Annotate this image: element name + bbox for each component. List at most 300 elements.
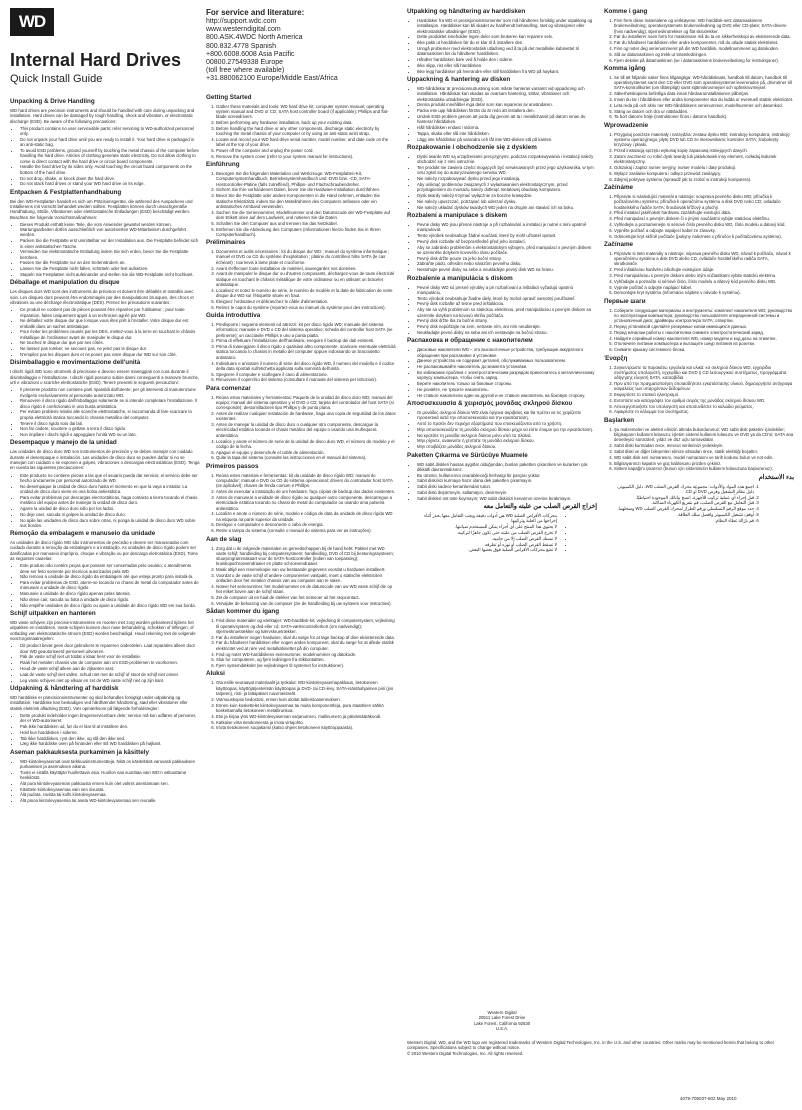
bullet-item: • WD-kiintolevyasemat ovat tarkkuusinstrumentteja. Niitä on käsiteltävä varovasti pakkauksen purkamisen ja asennuksen aikana.: [20, 759, 200, 770]
bullet-list: [10, 563, 200, 608]
bullet-item: • Να κρατάτε τη μονάδα σκληρού δίσκου μόνο από τα πλαϊνά.: [417, 433, 597, 438]
step-item: 2. Varmuuskopioi tiedostosi, ennen kuin aloitat laitteistoasennuksen.: [216, 697, 396, 702]
section-heading: Začínáme: [604, 183, 634, 191]
bullet-list: [10, 307, 200, 357]
step-item: 3. Ennen kuin koskettelet kiintolevyasemaa tai muita komponentteja, pura staattinen sähkö koskettamalla tietokoneen metallirunkoa.: [216, 703, 396, 714]
page-title: Internal Hard Drives: [10, 50, 182, 70]
step-item: 2. Maak altijd een reservekopie van uw bestaande gegevens voordat u hardware installeert.: [216, 567, 396, 572]
bullet-item: • Packa inte upp hårddisken förrän du är redo att installera den.: [417, 108, 597, 113]
bullet-item: • Zabraňte pádu, otřesům nebo nárazům pevného disku.: [417, 261, 597, 266]
step-item: 3. Voordat u de vaste schijf of andere componenten vastpakt, moet u statische elektriciteit ontladen door het metalen chassis van uw computer aan te raken.: [216, 573, 396, 584]
section-heading: إخراج القرص الصلب من علبته والتعامل معه: [483, 503, 597, 511]
step-item: 5. Zet de computer uit en haal de stekker van het netsnoer uit het stopcontact.: [216, 595, 396, 600]
language-section: [10, 749, 200, 804]
section-heading: Первые шаги: [604, 297, 646, 305]
step-item: 4. Vyhledejte a poznamenejte si sériové číslo pevného disku WD, číslo modelu a datový kód.: [614, 222, 794, 227]
step-item: 5. Stäng av datorn och dra ur nätsladden.: [614, 109, 794, 114]
step-item: 5. Desligue o computador e desconecte o cabo de energia.: [216, 522, 396, 527]
step-item: 6. Remove the system cover (refer to your system manual for instructions).: [216, 154, 396, 159]
bullet-list: [10, 387, 200, 437]
section-heading: Έναρξη: [604, 354, 628, 362]
language-section: [407, 400, 597, 450]
section-heading: Začíname: [604, 240, 634, 248]
language-section: [604, 241, 794, 296]
step-item: 5. Spegnere il computer e scollegare il cavo di alimentazione.: [216, 372, 396, 377]
section-heading: Sådan kommer du igang: [206, 608, 280, 616]
bullet-item: • Leg vaste schijven niet op elkaar en zet de WD vaste schijf niet op zijn kant.: [20, 678, 200, 683]
step-item: 4. Suchen Sie die Seriennummer, Modellnummer und den Datumscode der WD-Festplatte auf dem Etikett oben auf dem Laufwerk, und notieren Sie die Daten.: [216, 210, 396, 221]
step-item: 3. Pred manipuláciou s pevným diskom alebo iným súčiastkami vybite statickú elektrinu.: [614, 273, 794, 278]
language-section: [206, 463, 396, 534]
step-item: 1. Besorgen Sie die folgenden Materialien und Werkzeuge: WD-Festplatten-Kit, Computersystemhandbuch, Betriebssystemhandbuch und -DVD bzw. -CD, SATA-Hostcontroller-Platine (falls zutreffend), Phillips- und Flachschraubendreher.: [216, 171, 396, 187]
step-item: 4. Noteer het serienummer, het modelnummer en de datumcode van uw WD vaste schijf die op het etiket boven aan de schijf staan.: [216, 584, 396, 595]
step-item: 4. حدد موقع الرقم التسلسلي ورقم الطراز لمحرك القرص الصلب WD وسجلهما.: [614, 506, 754, 511]
bullet-item: • Ten produkt nie zawiera części mogących być serwisowanych przez jego użytkownika, w tym celu zgłoś się do autoryzowanego serwisu WD.: [417, 165, 597, 176]
step-item: 2. Før du installerer noen form for maskinvare må du ta en sikkerhetskopi av eksisterende data.: [614, 34, 794, 39]
language-section: [206, 385, 396, 461]
bullet-item: • Ne touchez le disque dur que par ses côtés.: [20, 340, 200, 345]
numbered-steps: [604, 18, 794, 63]
step-item: 4. WD sabit disk seri numarasını, model numarasını ve tarih kodunu bulun ve not edin.: [614, 455, 794, 460]
bullet-item: • Para evitar problemas por descargas electrostáticas, haga contacto a tierra tocando el chasis metálico del equipo antes de manejar la unidad de disco duro.: [20, 495, 200, 506]
bullet-item: • محركات الأقراص الصلبة WD هي أدوات دقيقة ويجب التعامل معها بحذر أثناء إخراجها من العلبة وتركيبها.: [417, 513, 557, 524]
step-item: 5. أوقف تشغيل الكمبيوتر وافصل سلك الطاقة.: [614, 512, 754, 517]
trademark-notice: [407, 1040, 787, 1056]
bullet-item: • Manuseie a unidade de disco rígido apenas pelas laterais.: [20, 591, 200, 596]
step-item: 4. Finn og noter deg serienummeret på din WD harddisk, modellnummeret og datokoden.: [614, 46, 794, 51]
bullet-item: • Stapeln Sie Festplatten nicht aufeinander und stellen Sie die WD-Festplatte nicht hochkant.: [20, 272, 200, 277]
numbered-steps: [604, 75, 794, 120]
bullet-item: • Älä pinoa kiintolevyasemia tai aseta WD-kiintolevyasemaa sen reunalle.: [20, 798, 200, 803]
bullet-item: • Dette produktet inneholder ingen deler som brukeren kan reparere selv.: [417, 34, 597, 39]
bullet-item: • Tab ikke harddisken, ryst den ikke, og slå den ikke ned.: [20, 736, 200, 741]
section-heading: Rozbalenie a manipulácia s diskom: [407, 274, 513, 282]
section-heading: Αποσυσκευασία & χειρισμός μονάδας σκληρού δίσκου: [407, 399, 573, 407]
language-section: [604, 355, 794, 415]
bullet-item: • Μην αποσυσκευάζετε τη μονάδα σκληρού δίσκου μέχρι να είστε έτοιμοι για την εγκατάσταση.: [417, 427, 597, 432]
numbered-steps: [206, 395, 396, 461]
column-4: [604, 8, 794, 525]
section-intro: I dischi rigidi WD sono strumenti di precisione e devono essere maneggiati con cura durante il disimballaggio e l'installazione. I dischi rigidi possono subire danni conseguenti a manovre brusche, urti e vibrazioni o scariche elettrostatiche (ESD). Tenere presenti le seguenti precauzioni:: [10, 369, 200, 385]
step-item: 2. Antes de executar a instalação de um hardware, faça cópias de backup dos dados existentes.: [216, 489, 396, 494]
company-address: [407, 1010, 597, 1031]
section-heading: Aluksi: [206, 670, 225, 678]
bullet-item: • Não empilhe unidades de disco rígido ou apoie a unidade de disco rígido WD em sua borda.: [20, 603, 200, 608]
language-section: [10, 530, 200, 608]
bullet-item: • Dit product bevat geen door gebruikers te repareren onderdelen. Laat reparaties alleen door door WD geautoriseerd personeel uitvoeren.: [20, 643, 200, 654]
step-item: 2. Before performing any hardware installation, back up your existing data.: [216, 120, 396, 125]
language-section: [604, 474, 794, 524]
language-section: [206, 536, 396, 607]
step-item: 1. Documents et outils nécessaires : kit du disque dur WD ; manuel du système informatique ; manuel et DVD ou CD du système d'exploitation ; platine du contrôleur hôte SATA (le cas échéant) ; tournevis à lame plate et cruciforme.: [216, 249, 396, 265]
step-item: 6. Ta bort datorns hölje (instruktioner finns i datorns handbok).: [614, 114, 794, 119]
language-section: [407, 76, 597, 142]
section-heading: Guida introduttiva: [206, 311, 261, 319]
step-item: 3. Avant de manipuler le disque dur ou d'autres composants, déchargez-vous de toute électricité statique en touchant le châssis métallique de votre ordinateur ou en utilisant un bracelet antistatique.: [216, 271, 396, 287]
step-item: 2. Przed instalacją sprzętu wykonaj kopię zapasową istniejących danych.: [614, 148, 794, 153]
step-item: 5. Sluk for computeren, og fjern ledningen fra stikkontakten.: [216, 657, 396, 662]
bullet-item: • Lägg inte hårddiskar på varandra och låt inte WD-disken stå på kanten.: [417, 137, 597, 142]
section-heading: Uppackning & hantering av disken: [407, 75, 511, 83]
bullet-item: • Packen Sie die Festplatte erst unmittelbar vor der Installation aus. Die Festplatte befindet sich in einer antistatischen Tasche.: [20, 238, 200, 249]
bullet-list: [407, 18, 597, 74]
bullet-item: • Ne déballez votre disque dur que lorsque vous êtes prêt à l'installer. Votre disque dur est emballé dans un sachet antistatique.: [20, 318, 200, 329]
numbered-steps: [604, 365, 794, 415]
bullet-list: [10, 126, 200, 187]
section-heading: Rozbalení a manipulace s diskem: [407, 211, 508, 219]
column-2: [206, 8, 396, 733]
contact-heading: For service and literature:: [206, 8, 305, 17]
step-item: 2. Sabit diski kurmadan önce, mevcut verilerinizi yedekleyin.: [614, 443, 794, 448]
step-item: 2. Перед установкой сделайте резервные копии имеющихся данных.: [614, 324, 794, 329]
step-item: 5. Slå av datamaskinen og trekk ut strømledningen.: [614, 52, 794, 57]
step-item: 1. Ota esille seuraavat materiaalit ja työkalut: WD-kiintolevyasemapakkaus, tietokoneen käyttöopas, käyttöjärjestelmän käyttöopas ja DVD- tai CD-levy, SATA-isäntäohjaimen piiri (jos tarpeen), risti- ja lattapäiset ruuvimeisselit.: [216, 680, 396, 696]
step-item: 6. Αφαιρέστε το κάλυμμα του συστήματος.: [614, 409, 794, 414]
bullet-item: • Vermeiden Sie elektrostatische Entladung indem Sie sich erden, bevor Sie die Festplatte berühren.: [20, 249, 200, 260]
language-section: [407, 8, 597, 74]
section-intro: WD harddiske er præcisionsinstrumenter og skal behandles forsigtigt under udpakning og installation. Harddiske kan beskadiges ved hårdhændet håndtering, stød eller vibrationer eller statisk elektrisk afladning (ESD). Vær opmærksom på følgende forholdsregler:: [10, 694, 188, 711]
bullet-item: • لا يحتوي هذا المنتج على أي أجزاء يمكن للمستخدم صيانتها.: [417, 524, 557, 529]
section-heading: Komma igång: [604, 64, 646, 72]
section-heading: Desempaque y manejo de la unidad: [10, 439, 117, 447]
step-item: 3. Bevor Sie die Festplatte oder andere Komponenten in die Hand nehmen, entladen Sie statische Elektrizität, indem Sie den Metallrahmen des Computers anfassen oder ein antistatisches Armband verwenden.: [216, 193, 396, 209]
step-item: 6. Quite la tapa del sistema (consulte las instrucciones en el manual del sistema).: [216, 455, 396, 460]
bullet-item: • Pour éviter les problèmes causés par les DES, mettez-vous à la terre en touchant le châssis métallique de l'ordinateur avant de manipuler le disque dur.: [20, 329, 200, 340]
section-heading: Para comenzar: [206, 384, 251, 392]
numbered-steps: [206, 546, 396, 607]
bullet-item: • Pak de vaste schijf niet uit totdat u klaar bent voor de installatie.: [20, 654, 200, 659]
bullet-item: • لا تضع محركات الأقراص الصلبة فوق بعضها البعض.: [417, 547, 557, 552]
language-section: [10, 439, 200, 528]
step-item: 3. Før du håndterer harddisken eller andre komponenter, må du utlade statisk elektrisitet.: [614, 40, 794, 45]
bullet-item: • Nestohujte pevné disky na sebe a neukládejte pevný disk WD na hranu.: [417, 267, 597, 272]
language-section: [407, 337, 597, 398]
step-item: 5. Schalten Sie den Computer aus und trennen Sie das Netzkabel.: [216, 221, 396, 226]
bullet-list: [10, 643, 200, 683]
bullet-item: • Dyski twarde WD są urządzeniami precyzyjnymi, podczas rozpakowywania i instalacji należy obchodzić się z nimi ostrożnie.: [417, 154, 597, 165]
step-item: 6. Irrota tietokoneen suojakansi (katso ohjeet tietokoneen käyttöoppaasta).: [216, 725, 396, 730]
section-heading: Wprowadzenie: [604, 121, 649, 129]
bullet-item: • Neukladajte pevné disky na seba ani ich nestavajte na bočnú stranu.: [417, 330, 597, 335]
bullet-item: • Не распаковывайте накопитель до момента установки.: [417, 364, 597, 369]
numbered-steps: [206, 618, 396, 668]
bullet-item: • Данное устройство не содержит деталей, обслуживаемых пользователем.: [417, 358, 597, 363]
step-item: 4. Individuare e annotare il numero di serie del disco rigido WD, il numero del modello e il codice della data riportati sull'etichetta applicata sulla sommità dell'unità.: [216, 361, 396, 372]
contact-lines: [206, 18, 396, 84]
bullet-item: • Pevný disk držte pouze za jeho boční strany.: [417, 256, 597, 261]
text-line: 800.832.4778 Spanish: [206, 42, 277, 50]
step-item: 1. Predisporre i seguenti elementi ed attrezzi: kit per disco rigido WD; manuale del sistema informatico; manuale e DVD o CD del sistema operativo; scheda del controller host SATA (se pertinente); un cacciavite Phillips e uno a punta piatta.: [216, 322, 396, 338]
step-item: 4. Etsi ja kirjaa ylös WD-kiintolevyaseman sarjanumero, mallinumero ja päivämääräkoodi.: [216, 714, 396, 719]
step-item: 3. Sabit diski ve diğer bileşenleri elinize almadan önce, statik elektriği boşaltın.: [614, 449, 794, 454]
bullet-item: • Aby uniknąć problemów związanych z wyładowaniem elektrostatycznym, przed przystąpieniem do montażu należy dotknąć metalowej obudowy komputera.: [417, 182, 597, 193]
bullet-item: • Sabit diskleri üst üste koymayın; WD sabit diskinizi kenarının üzerine bırakmayın.: [417, 496, 597, 501]
section-heading: Préliminaires: [206, 239, 246, 247]
bullet-item: • Älä pudota, ravista tai kolhi kiintolevyasemaa.: [20, 792, 200, 797]
bullet-list: [10, 759, 200, 804]
bullet-item: • Denna produkt innehåller inga delar som kan repareras av användaren.: [417, 102, 597, 107]
bullet-item: • لا تمسك القرص الصلب إلا من جانبيه.: [417, 536, 557, 541]
numbered-steps: [206, 680, 396, 730]
step-item: 2. Avant d'effectuer toute installation de matériel, sauvegardez vos données.: [216, 266, 396, 271]
text-line: +31.880062100 Europe/Middle East/Africa: [206, 75, 338, 83]
bullet-item: • Agarre la unidad de disco duro sólo por los lados.: [20, 506, 200, 511]
text-line: 20511 Lake Forest Drive: [478, 1015, 526, 1021]
bullet-item: • Aby se zabránilo problémům s elektrostatickým výbojem, před manipulací s pevným diskem se uzemněte dotykem kovového rámu počítače.: [417, 245, 597, 256]
language-section: [407, 452, 597, 502]
bullet-item: • Bu ürünün, kullanıcının onarabileceği herhangi bir parçası yoktur.: [417, 473, 597, 478]
section-heading: Entpacken & Festplattenhandhabung: [10, 188, 122, 196]
step-item: 2. Før du installerer nogen hardware, skal du sørge for at tage backup af dine eksisterende data.: [216, 635, 396, 640]
section-heading: بدء الاستخدام: [758, 473, 794, 481]
step-item: 5. Power off the computer and unplug the power cord.: [216, 148, 396, 153]
step-item: 5. Apague el equipo y desenchufe el cable de alimentación.: [216, 450, 396, 455]
column-4-sections: [604, 8, 794, 523]
section-intro: WD hard drives are precision instruments and should be handled with care during unpacking and installation. Hard drives can be damaged by rough handling, shock and vibration, or electrostatic discharge (ESD). Be aware of the following precautions:: [10, 108, 195, 124]
step-item: 2. Sichern Sie Ihre vorhandenen Daten, bevor Sie die Hardware-Installation durchführen.: [216, 187, 396, 192]
bullet-item: • Pevný disk nepúšťajte na zem, netraste ním, ani ním neudierajte.: [417, 324, 597, 329]
bullet-list: [10, 222, 200, 277]
bullet-item: • Sabit diskinizi kurmaya hazır olana dek paketten çıkarmayın.: [417, 478, 597, 483]
bullet-list: [407, 86, 597, 142]
column-1: [10, 50, 200, 805]
bullet-item: • Nie należy upuszczać, potrząsać lub uderzać dysku.: [417, 199, 597, 204]
bullet-item: • Nie należy rozpakowywać dysku przed jego instalacją.: [417, 176, 597, 181]
bullet-item: • Fassen Sie die Festplatte nur an den Seitenrändern an.: [20, 260, 200, 265]
language-section: [407, 144, 597, 210]
bullet-item: • Pevné disky WD sú presné výrobky a pri rozbaľovaní a inštalácii vyžadujú opatrnú manipuláciu.: [417, 285, 597, 296]
bullet-item: • Lassen Sie die Festplatte nicht fallen, schütteln oder fest aufsetzen.: [20, 266, 200, 271]
bullet-list: [407, 410, 597, 450]
step-item: 1. Reúna estes materiais e ferramentas: kit da unidade de disco rígido WD; manual do computador; manual e DVD ou CD do sistema operacional; drivers do controlador host SATA (se aplicável); chaves de fenda comum e Phillips.: [216, 473, 396, 489]
bullet-item: • Non far cadere, scuotere o gettare a terra il disco rigido.: [20, 426, 200, 431]
bullet-item: • Οι μονάδες σκληρού δίσκου WD είναι όργανα ακριβείας και θα πρέπει να τις χειρίζεστε προσεκτικά κατά την αποσυσκευασία και την εγκατάσταση.: [417, 410, 597, 421]
step-item: 5. Vypnite počítač a odpojte napájací kábel.: [614, 285, 794, 290]
step-item: 6. Fjern dekslet på datamaskinen (se i datamaskinens brukerveiledning for instruksjoner).: [614, 58, 794, 63]
bullet-item: • Este produto não contém peças que possam ser consertadas pelo usuário; o atendimento deve ser feito somente por técnicos autorizados pela WD.: [20, 563, 200, 574]
step-item: 1. اجمع هذه المواد والأدوات: مجموعة محرك القرص الصلب WD، دليل الكمبيوتر، دليل نظام التشغيل وقرص DVD أو CD.: [614, 484, 754, 495]
language-section: [10, 279, 200, 357]
step-item: 1. Zorg dat u de volgende materialen en gereedschappen bij de hand hebt: Pakket met WD vaste schijf; handleiding bij computersysteem; handleiding, DVD of CD bij besturingssysteem; stuurprogrammakaart voor de SATA-hostcontroller (indien van toepassing); kruiskopschroevendraaier en platte schroevendraaier.: [216, 546, 396, 567]
language-section: [604, 184, 794, 239]
step-item: 4. Localize e anote o número de série, modelo e código de data da unidade de disco rígido WD na etiqueta na parte superior da unidade.: [216, 511, 396, 522]
bullet-item: • Tenere il disco rigido solo dai lati.: [20, 421, 200, 426]
step-item: 3. Before handling the hard drive or any other components, discharge static electricity by touching the metal chassis of your computer or by using an anti-static wrist strap.: [216, 126, 396, 137]
column-2-sections: [206, 94, 396, 731]
part-number: 4079-705037-602 May 2010: [680, 1096, 737, 1101]
numbered-steps: [604, 194, 794, 239]
bullet-item: • Ikke slipp, rist eller slå harddisken.: [417, 63, 597, 68]
bullet-list: [407, 154, 597, 210]
step-item: 3. Перед началом работы с накопителем снимите электростатический заряд.: [614, 330, 794, 335]
step-item: 2. Πριν από την πραγματοποίηση οποιασδήποτε εγκατάστασης υλικού, δημιουργήστε αντίγραφα ασφαλείας των υπαρχόντων δεδομένων.: [614, 381, 794, 392]
step-item: 1. Συγκεντρώστε τα παρακάτω εργαλεία και υλικά: κιτ σκληρού δίσκου WD, εγχειρίδιο συστήματος υπολογιστή, εγχειρίδιο και DVD ή CD λειτουργικού συστήματος, προγράμματα οδήγησης ελεγκτή SATA, κατσαβίδια.: [614, 365, 794, 381]
step-item: 6. قم بإزالة غطاء النظام.: [614, 518, 754, 523]
bullet-item: • No desempaque la unidad de disco duro hasta el momento en que la vaya a instalar. La unidad de disco duro viene en una bolsa antiestática.: [20, 484, 200, 495]
bullet-item: • Rimuovere il disco rigido dall'imballaggio solamente se si intende completare l'installazione. Il disco rigido è confezionato in una busta antistatica.: [20, 398, 200, 409]
text-line: Western Digital: [487, 1010, 517, 1015]
language-section: [407, 212, 597, 273]
bullet-item: • Ne laissez pas tomber, ne secouez pas, ne jetez pas le disque dur.: [20, 346, 200, 351]
bullet-item: • Pevné disky WD jsou přesné nástroje a při rozbalování a instalaci je nutné s nimi opatrně manipulovat.: [417, 222, 597, 233]
section-heading: Распаковка и обращение с накопителем: [407, 337, 533, 345]
section-heading: Rozpakowanie i obchodzenie się z dyskiem: [407, 143, 537, 151]
language-section: [604, 122, 794, 182]
language-section: [604, 8, 794, 63]
numbered-steps: [206, 322, 396, 383]
step-item: 6. Retirez le capot du système (reportez-vous au manuel du système pour des instructions).: [216, 305, 396, 310]
bullet-item: • Tappa, skaka eller slå inte hårddisken.: [417, 131, 597, 136]
step-item: 5. Bilgisayarınızı kapatın ve güç kablosunu prizden çekiniz.: [614, 461, 794, 466]
bullet-item: • Pevný disk rozbaľte až tesne pred inštaláciou.: [417, 301, 597, 306]
bullet-item: • Älä pura kiintolevyaseman pakkausta ennen kuin olet valmis asentamaan sen.: [20, 781, 200, 786]
step-item: 2. Säkerhetskopiera befintliga data innan hårdvaruinstallationen påbörjas.: [614, 91, 794, 96]
text-line: Lake Forest, California 92630: [473, 1020, 531, 1026]
bullet-item: • Tento výrobek neobsahuje žádné součásti, které by mohl uživatel opravit.: [417, 233, 597, 238]
numbered-steps: [604, 427, 794, 472]
bullet-item: • Pak ikke harddisken ud, før du er klar til at installere den.: [20, 724, 200, 729]
bullet-item: • لا تخرج القرص الصلب من علبته حتى تكون جاهزًا لتركيبه.: [417, 530, 557, 535]
bullet-item: • Undvik ESD-problem genom att jorda dig genom att ta i metallchassit på datorn innan du hanterar hårddisken.: [417, 114, 597, 125]
language-section: [206, 94, 396, 159]
bullet-item: • Læg ikke harddiske oven på hinanden eller stil WD harddisken på højkant.: [20, 741, 200, 746]
step-item: 4. Leta reda på och skriv ner WD-hårddiskens serienummer, modellnummer och datumkod.: [614, 103, 794, 108]
step-item: 3. Εκφορτίστε το στατικό ηλεκτρισμό.: [614, 392, 794, 397]
bullet-item: • Per evitare problemi relativi alle scariche elettrostatiche, si raccomanda di fare scaricare la propria elettricità statica toccando lo chassis metallico del computer.: [20, 409, 200, 420]
bullet-item: • Håndter harddisken bare ved å holde den i sidene.: [417, 57, 597, 62]
bullet-list: [407, 222, 597, 273]
text-line: +800.6008.6008 Asia Pacific: [206, 50, 295, 58]
section-heading: Utpakking og håndtering av harddisken: [407, 8, 526, 15]
step-item: 6. Fjern systemdækslet (se vejledningen til systemet for instruktioner).: [216, 663, 396, 668]
language-section: [206, 312, 396, 383]
step-item: 6. Sistem kapağını çıkarınız (bunun için sisteminizin kullanım kılavuzuna başvurunuz).: [614, 466, 794, 471]
language-section: [10, 189, 200, 278]
section-heading: Remoção da embalagem e manuseio da unidade: [10, 530, 156, 538]
numbered-steps: [604, 308, 794, 353]
step-item: 5. Vypněte počítač a odpojte napájecí kabel ze zásuvky.: [614, 228, 794, 233]
step-item: 3. Antes de manejar la unidad de disco duro o cualquier otro componente, descargue la electricidad estática tocando el chasis metálico del equipo o usando una muñequera antiestática.: [216, 422, 396, 438]
bullet-item: • Hold kun harddisken i siderne.: [20, 730, 200, 735]
bullet-item: • Aby ste sa vyhli problémom so statickou elektrinou, pred manipuláciou s pevným diskom sa uzemnite dotykom na kovovú skriňu počítača.: [417, 307, 597, 318]
step-item: 3. Antes de manusear a unidade de disco rígido ou qualquer outro componente, descarregue a eletricidade estática tocando no chassi de metal do computador ou usando uma pulseira antiestática.: [216, 495, 396, 511]
bullet-item: • Do not unpack your hard drive until you are ready to install it. Your hard drive is packaged in an anti-static bag.: [20, 137, 200, 148]
section-heading: Déballage et manipulation du disque: [10, 279, 120, 287]
bullet-item: • Unngå problemer med elektrostatisk utladning ved å ta på det metalliske kabinettet til datamaskinen før du håndterer harddisken.: [417, 46, 597, 57]
section-intro: Les disques durs WD sont des instruments de précision et doivent être déballés et installés avec soin. Les disques durs peuvent être endommagés par des manipulations brusques, des chocs et vibrations ou une décharge électrostatique (DES). Prenez les précautions suivantes :: [10, 289, 194, 305]
section-heading: Başlarken: [604, 416, 635, 424]
bullet-item: • Pevný disk držte iba za bočné strany.: [417, 318, 597, 323]
copyright-text: © 2010 Western Digital Technologies, Inc. All rights reserved.: [407, 1050, 524, 1056]
bullet-item: • Ikke pakk ut harddisken før du er klar til å installere den.: [417, 40, 597, 45]
step-item: 5. Отключите питание компьютера и вытащите шнур питания из розетки.: [614, 341, 794, 346]
language-section: [604, 417, 794, 472]
bullet-list: [407, 285, 597, 336]
bullet-item: • لا تسقط القرص الصلب أو تهزه أو تطرقه.: [417, 542, 557, 547]
section-heading: Schijf uitpakken en hanteren: [10, 610, 96, 618]
step-item: 1. Соберите следующие материалы и инструменты: комплект накопителя WD; руководство по эксплуатации компьютера; руководство пользователя операционной системы и установочный диск; драйверы контроллера SATA; отвертки.: [614, 308, 794, 324]
language-section: [206, 670, 396, 730]
step-item: 2. Pred inštaláciou hardvéru zálohujte existujúce údaje.: [614, 267, 794, 272]
section-intro: WD vaste schijven zijn precisie-instrumenten en moeten met zorg worden gehanteerd tijdens het uitpakken en installeren. Vaste schijven kunnen door ruwe behandeling, schokken of trillingen, of ontlading van elektrostatische stroom (ESD) worden beschadigd. Houd rekening met de volgende voorzorgsmaatregelen:: [10, 620, 196, 642]
bullet-item: • No apile las unidades de disco duro sobre otras, ni ponga la unidad de disco duro WD sobre sus bordes.: [20, 518, 200, 529]
step-item: 2. Před instalací jakéhokoli hardwaru zazálohujte existující data.: [614, 210, 794, 215]
step-item: 1. Reúna estos materiales y herramientas: Paquete de la unidad de disco duro WD; manual del equipo; manual del sistema operativo y el DVD o CD; tarjeta del controlador del host SATA (si corresponde); destornilladores tipo Phillips y de punta plana.: [216, 395, 396, 411]
language-section: [206, 239, 396, 310]
step-item: 4. Locate and record your WD hard drive serial number, model number, and date code on the label at the top of your drive.: [216, 137, 396, 148]
language-section: [604, 65, 794, 120]
section-heading: Getting Started: [206, 93, 252, 101]
bullet-item: • WD sabit diskleri hassas aygıtlar olduğundan, bunları paketten çıkarırken ve kurarken çok dikkatli davranmalısınız.: [417, 462, 597, 473]
bullet-item: • WD-hårddiskar är precisionsutrustning som måste hanteras varsamt vid uppackning och installation. Hårddiskar kan skadas av ovarsam hantering, stötar, vibrationer och elektrostatiska urladdningar (ESD).: [417, 86, 597, 102]
step-item: 6. Verwijder de behuizing van de computer (zie de handleiding bij uw systeem voor instructies).: [216, 601, 396, 606]
text-line: (toll free where available): [206, 67, 285, 75]
bullet-item: • Дисковые накопители WD – это высокоточные устройства, требующие аккуратного обращения при распаковке и установке.: [417, 347, 597, 358]
section-heading: Aseman pakkauksesta purkaminen ja käsittely: [10, 748, 149, 756]
step-item: 4. Odszukaj i zapisz numer seryjny, numer modelu i datę produkcji.: [614, 165, 794, 170]
wd-logo: WD: [10, 8, 54, 36]
step-item: 6. Снимите крышку системного блока.: [614, 347, 794, 352]
language-section: [407, 503, 597, 553]
numbered-steps: [206, 104, 396, 159]
text-line: www.westerndigital.com: [206, 26, 281, 34]
bullet-item: • Dysk twardy należy trzymać wyłącznie za boczne krawędzie.: [417, 193, 597, 198]
step-item: 4. Localice y anote el número de serie de la unidad de disco duro WD, el número de modelo y el código de la fecha.: [216, 439, 396, 450]
bullet-item: • Μην ρίχνετε, ανακινείτε ή χτυπάτε τη μονάδα σκληρού δίσκου.: [417, 438, 597, 443]
bullet-item: • Raak het metalen chassis van de computer aan om ESD-problemen te voorkomen.: [20, 660, 200, 665]
section-intro: As unidades de disco rígido WD são instrumentos de precisão e devem ser manuseadas com cuidado durante a remoção da embalagem e a instalação. As unidades de disco rígido podem ser danificadas por manuseio impróprio, choque e vibração ou por descarga eletrostática (ESD). Tome as seguintes cautelas:: [10, 540, 198, 561]
section-heading: Primeiros passos: [206, 462, 259, 470]
language-section: [206, 161, 396, 237]
bullet-item: • Não deixe cair, sacuda ou bata a unidade de disco rígido.: [20, 597, 200, 602]
step-item: 4. Find og noter WD-harddiskens serienummer, modelnummer og datokode.: [216, 652, 396, 657]
step-item: 2. Antes de realizar cualquier instalación de hardware, haga una copia de seguridad de los datos existentes.: [216, 411, 396, 422]
text-line: 00800.27549338 Europe: [206, 59, 284, 67]
step-item: 1. Připravte si následující materiál a nástroje: souprava pevného disku WD; příručka k počítačovému systému; příručka k operačnímu systému a disk DVD nebo CD; ovladače hostitelského řadiče SATA; šroubovák křížový a plochý.: [614, 194, 794, 210]
bullet-item: • Handle the hard drive by its sides only. Avoid touching the circuit board components on the bottom of the hard drive.: [20, 164, 200, 175]
bullet-item: • Во избежание проблем с электростатическим разрядом прикоснитесь к металлическому корпусу компьютера, чтобы снять заряд.: [417, 370, 597, 381]
step-item: 4. Localisez et notez le numéro de série, le numéro de modèle et la date de fabrication de votre disque dur WD sur l'étiquette située en haut.: [216, 288, 396, 299]
bullet-item: • Берите накопитель только за боковые стороны.: [417, 381, 597, 386]
language-section: [407, 275, 597, 336]
bullet-item: • Il presente prodotto non contiene parti riparabili dall'utente; per gli interventi di manutenzione rivolgersi esclusivamente al personale autorizzato WD.: [20, 387, 200, 398]
section-heading: Udpakning & håndtering af harddisk: [10, 684, 119, 692]
bullet-item: • Αυτό το προϊόν δεν περιέχει εξαρτήματα που επισκευάζονται από το χρήστη.: [417, 421, 597, 426]
bullet-item: • Dette produkt indeholder ingen brugerservicerbare dele; service må kun udføres af personer, der er WD-autoriseret.: [20, 713, 200, 724]
step-item: 1. Şu malzemeleri ve aletleri elinizin altında bulundurunuz: WD sabit disk paketini içindekiler; bilgisayarın kullanım kılavuzu; işletim sistemi kullanım kılavuzu ve DVD ya da CD'si; SATA ana denetleyici sürücüleri; yıldız ve düz uçlu tornavidalar.: [614, 427, 794, 443]
bullet-item: • Ce produit ne contient pas de pièces pouvant être réparées par l'utilisateur ; pour toute réparation, faites uniquement appel à un technicien agréé par WD.: [20, 307, 200, 318]
column-3-sections: [407, 8, 597, 553]
bullet-item: • Sabit diski düşürmeyin, sallamayın, devirmeyin.: [417, 490, 597, 495]
bullet-item: • Harddisker fra WD er presisjonsinstrumenter som må håndteres forsiktig under utpakking og installasjon. Harddisker kan bli skadet av hardhendt behandling, støt og vibrasjoner eller elektrostatiske utladninger (ESD).: [417, 18, 597, 34]
step-item: 3. Innan du tar i hårddisken eller andra komponenter ska du ladda ur eventuell statisk elektricitet.: [614, 97, 794, 102]
numbered-steps: [206, 171, 396, 237]
step-item: 6. Zdejmij pokrywę systemu (sprawdź jak to zrobić w instrukcji komputera).: [614, 177, 794, 182]
step-item: 6. Entfernen Sie die Abdeckung des Computers (Informationen hierzu finden Sie in Ihrem Computerhandbuch).: [216, 227, 396, 238]
bullet-item: • Tuote ei sisällä käyttäjän huollettavia osia. Huollon saa suorittaa vain WD:n valtuuttama henkilöstö.: [20, 770, 200, 781]
language-section: [10, 610, 200, 683]
bullet-list: [407, 462, 597, 502]
step-item: 4. Vyhľadajte a poznačte si sériové číslo, číslo modelu a dátový kód pevného disku WD.: [614, 279, 794, 284]
bullet-item: • Laat de vaste schijf niet vallen, schud niet met de schijf of stoot de schijf niet omver.: [20, 672, 200, 677]
text-line: 800.ASK.4WDC North America: [206, 34, 303, 42]
step-item: 6. Demontujte kryt systému (informácie nájdete v návode k systému).: [614, 290, 794, 295]
step-item: 3. Před manipulací s pevným diskem či s jinými součástmi vybijte statickou elektřinu.: [614, 216, 794, 221]
numbered-steps: [604, 251, 794, 296]
step-item: 6. Rimuovere il coperchio del sistema (consultare il manuale del sistema per istruzioni).: [216, 377, 396, 382]
language-section: [604, 298, 794, 353]
bullet-item: • No deje caer, sacuda ni golpee la unidad de disco duro.: [20, 512, 200, 517]
